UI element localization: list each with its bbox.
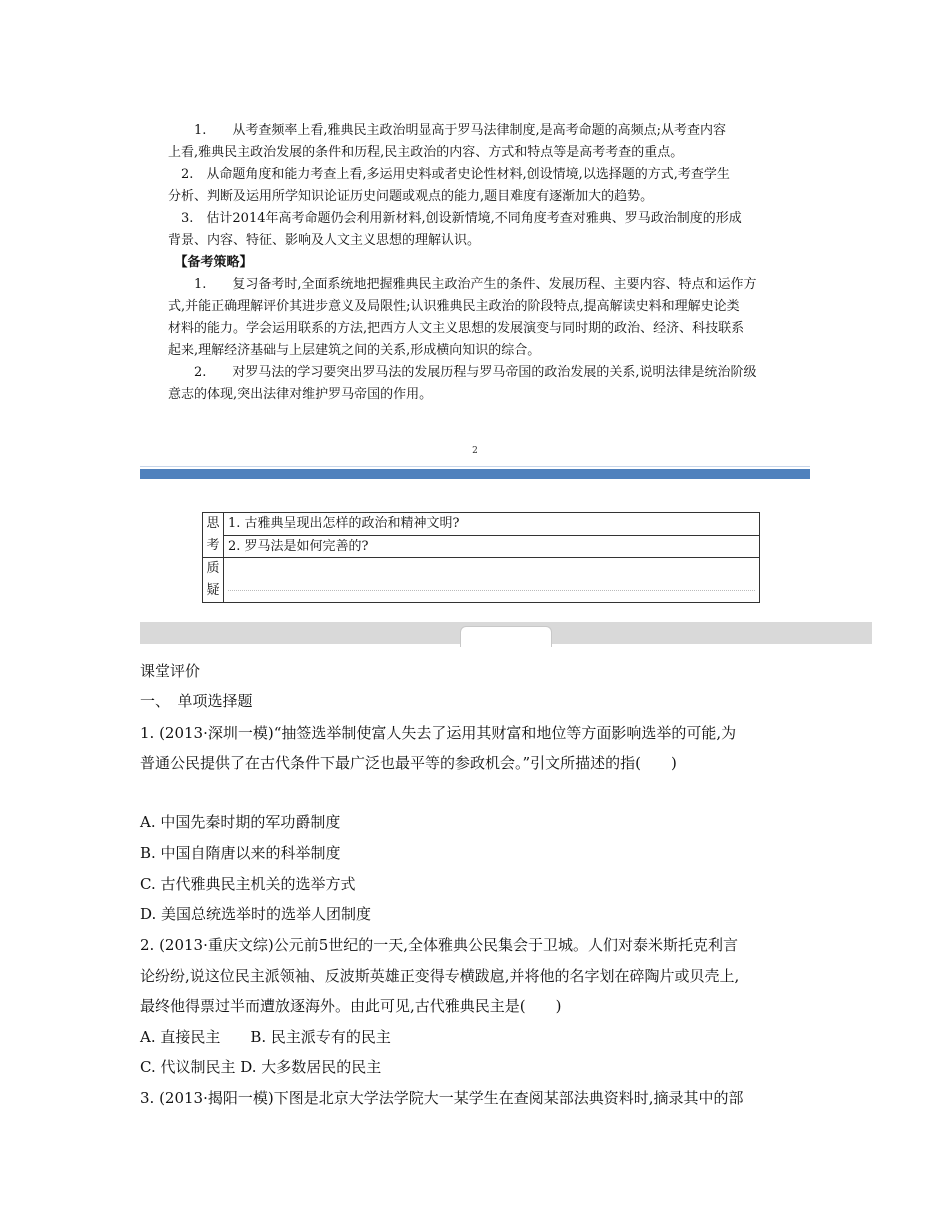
option-a: A. 中国先秦时期的军功爵制度 [140, 813, 341, 831]
text-line: 材料的能力。学会运用联系的方法,把西方人文主义思想的发展演变与同时期的政治、经济、科技联系 [168, 321, 745, 336]
strategy-heading: 【备考策略】 [168, 255, 253, 270]
option-d: D. 美国总统选举时的选举人团制度 [140, 905, 372, 923]
section-title: 课堂评价 [140, 662, 201, 680]
side-label-question: 质 疑 [203, 558, 224, 603]
answer-area[interactable] [224, 558, 760, 603]
question-2: 2. 罗马法是如何完善的? [224, 535, 760, 558]
dotted-line [228, 590, 755, 591]
question-1: 1. 古雅典呈现出怎样的政治和精神文明? [224, 513, 760, 536]
option-cd: C. 代议制民主 D. 大多数居民的民主 [140, 1058, 382, 1076]
text-line: 2. 从命题角度和能力考查上看,多运用史料或者史论性材料,创设情境,以选择题的方式,考查学生 [168, 167, 730, 182]
text-line: 起来,理解经济基础与上层建筑之间的关系,形成横向知识的综合。 [168, 343, 541, 358]
footer-bar [140, 469, 810, 479]
text-line: 1. 从考查频率上看,雅典民主政治明显高于罗马法律制度,是高考命题的高频点;从考查内容 [168, 123, 727, 138]
question-text: 3. (2013·揭阳一模)下图是北京大学法学院大一某学生在查阅某部法典资料时,摘录其中的部 [140, 1089, 744, 1107]
text-line: 背景、内容、特征、影响及人文主义思想的理解认识。 [168, 233, 481, 248]
question-text: 论纷纷,说这位民主派领袖、反波斯英雄正变得专横跋扈,并将他的名字划在碎陶片或贝壳上, [140, 967, 740, 985]
footer-divider [140, 466, 810, 467]
page-separator-tab [460, 626, 552, 647]
option-ab: A. 直接民主 B. 民主派专有的民主 [140, 1028, 391, 1046]
think-question-table [202, 512, 760, 603]
text-line: 式,并能正确理解评价其进步意义及局限性;认识雅典民主政治的阶段特点,提高解读史料和理解史论类 [168, 299, 740, 314]
page-number: 2 [472, 446, 478, 456]
text-line: 1. 复习备考时,全面系统地把握雅典民主政治产生的条件、发展历程、主要内容、特点和运作方 [168, 277, 757, 292]
question-text: 普通公民提供了在古代条件下最广泛也最平等的参政机会。”引文所描述的指( ) [140, 754, 677, 772]
question-text: 1. (2013·深圳一模)“抽签选举制使富人失去了运用其财富和地位等方面影响选举的可能,为 [140, 724, 737, 742]
side-label-think: 思 考 [203, 513, 224, 558]
text-line: 意志的体现,突出法律对维护罗马帝国的作用。 [168, 387, 433, 402]
text-line: 分析、判断及运用所学知识论证历史问题或观点的能力,题目难度有逐渐加大的趋势。 [168, 189, 654, 204]
option-c: C. 古代雅典民主机关的选举方式 [140, 875, 356, 893]
question-text: 2. (2013·重庆文综)公元前5世纪的一天,全体雅典公民集会于卫城。人们对泰米斯托克利言 [140, 936, 739, 954]
question-text: 最终他得票过半而遭放逐海外。由此可见,古代雅典民主是( ) [140, 997, 562, 1015]
text-line: 3. 估计2014年高考命题仍会利用新材料,创设新情境,不同角度考查对雅典、罗马政治制度的形成 [168, 211, 742, 226]
text-line: 2. 对罗马法的学习要突出罗马法的发展历程与罗马帝国的政治发展的关系,说明法律是统治阶级 [168, 365, 757, 380]
text-line: 上看,雅典民主政治发展的条件和历程,民主政治的内容、方式和特点等是高考考查的重点。 [168, 145, 684, 160]
subsection-title: 一、 单项选择题 [140, 692, 253, 710]
option-b: B. 中国自隋唐以来的科举制度 [140, 844, 341, 862]
